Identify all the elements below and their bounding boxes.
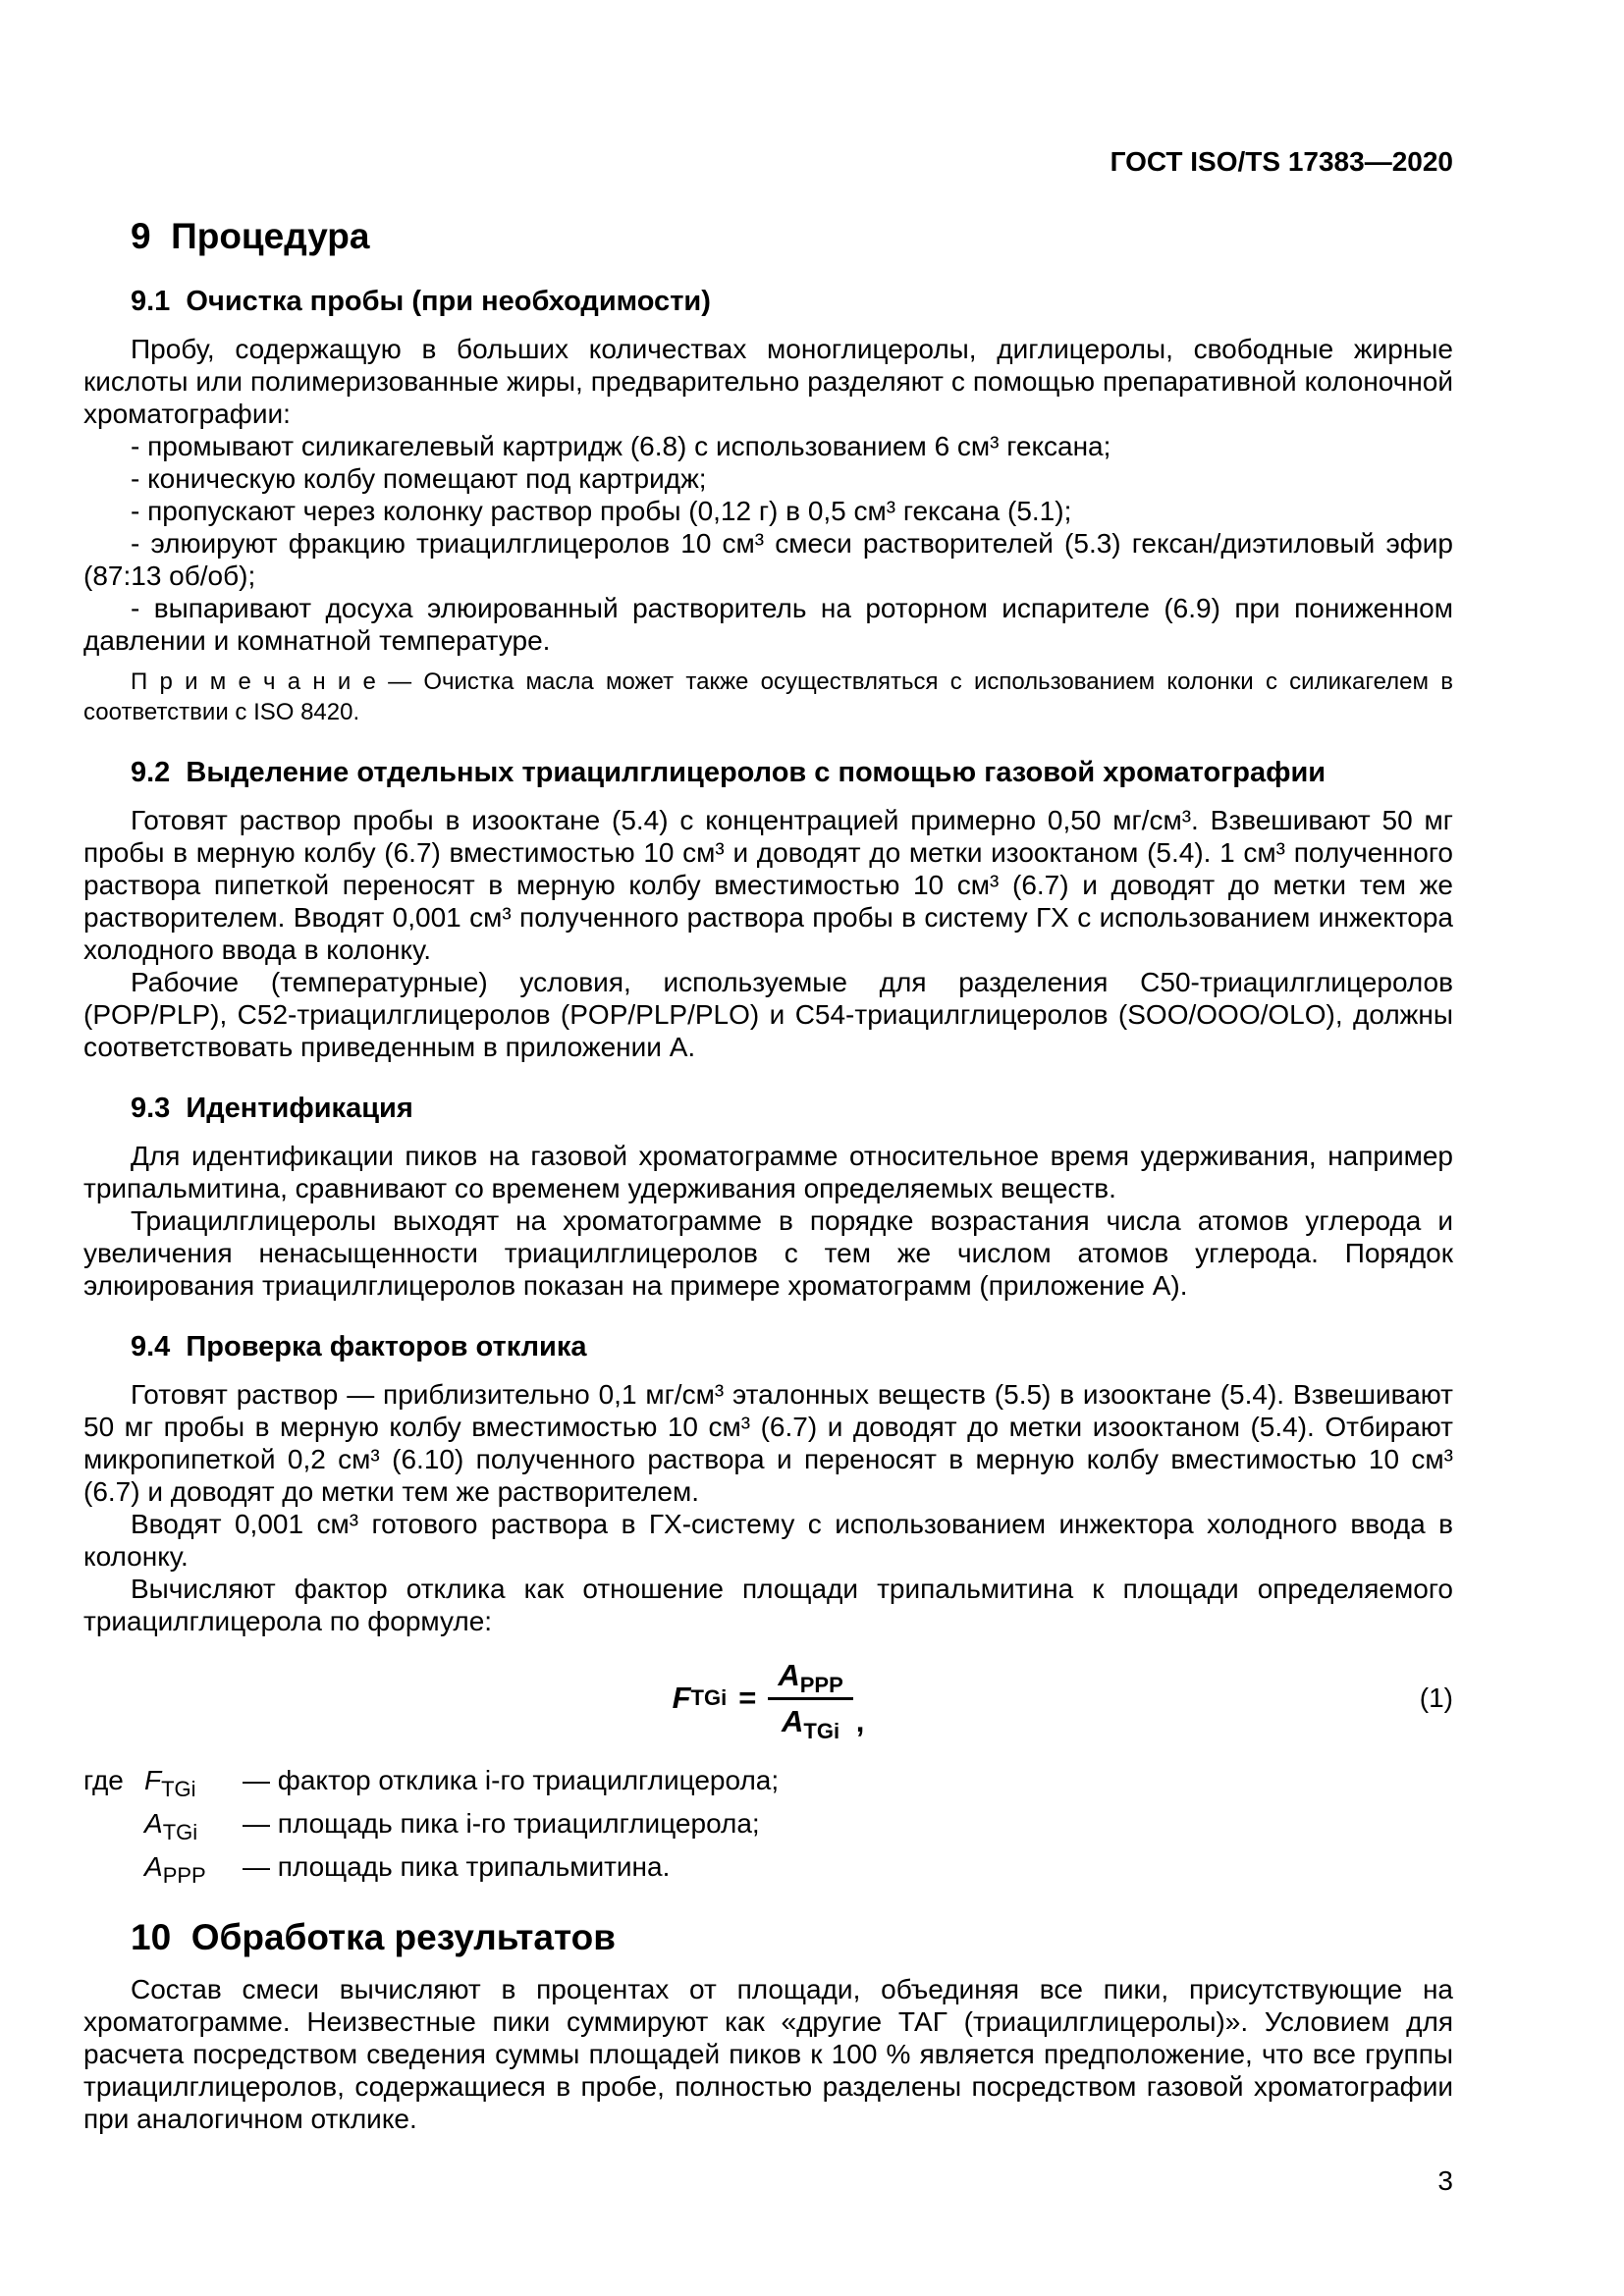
formula-number: (1)	[1419, 1682, 1453, 1713]
section-9-1-paragraph: Пробу, содержащую в больших количествах моноглицеролы, диглицеролы, свободные жирные кислоты или полимеризованные жиры, предварительно разделяют с помощью препаративной колоночной хроматографии:	[83, 334, 1453, 429]
document-header: ГОСТ ISO/TS 17383—2020	[1110, 146, 1453, 177]
legend-prefix: где	[83, 1765, 124, 1795]
formula-comma: ,	[855, 1703, 865, 1738]
section-9-3-paragraph-1: Для идентификации пиков на газовой хроматограмме относительное время удерживания, например трипальмитина, сравнивают со временем удерживания определяемых веществ.	[83, 1141, 1453, 1203]
fraction-denominator	[782, 1700, 840, 1743]
equals-sign: =	[738, 1681, 757, 1715]
section-9-title: 9 Процедура	[131, 216, 370, 256]
fraction-numerator	[768, 1658, 852, 1700]
legend-term	[144, 1845, 243, 1889]
section-9-2-paragraph-2: Рабочие (температурные) условия, используемые для разделения С50-триацилглицеролов (POP/PLP), С52-триацилглицеролов (POP/PLP/PLO) и С54-триацилглицеролов (SOO/OOO/OLO), должны соответствовать приведенным в приложении А.	[83, 967, 1453, 1062]
legend-term-sub: TGi	[161, 1777, 196, 1801]
legend-prefix	[83, 1845, 144, 1889]
denominator-sub: TGi	[803, 1718, 840, 1743]
section-9-1-title: 9.1 Очистка пробы (при необходимости)	[131, 286, 711, 317]
section-9-4-paragraph-3: Вычисляют фактор отклика как отношение площади трипальмитина к площади определяемого триацилглицерола по формуле:	[83, 1574, 1453, 1636]
denominator-base: A	[782, 1703, 804, 1738]
section-9-2-title: 9.2 Выделение отдельных триацилглицеролов с помощью газовой хроматографии	[131, 757, 1326, 788]
numerator-sub: PPP	[799, 1672, 843, 1697]
legend-term-base: A	[144, 1808, 163, 1839]
formula: F TGi = $\frac{A_{PPP}}{A_{TGi}}$ ,	[672, 1657, 865, 1743]
legend-description: — фактор отклика i-го триацилглицерола;	[243, 1765, 780, 1795]
formula-legend	[83, 1759, 1453, 1889]
bullet-item: - коническую колбу помещают под картридж;	[131, 463, 707, 494]
section-9-4-paragraph-2: Вводят 0,001 см³ готового раствора в ГХ-систему с использованием инжектора холодного ввода в колонку.	[83, 1509, 1453, 1572]
section-9-3-paragraph-2: Триацилглицеролы выходят на хроматограмме в порядке возрастания числа атомов углерода и увеличения ненасыщенности триацилглицеролов с тем же числом атомов углерода. Порядок элюирования триацилглицеролов показан на примере хроматограмм (приложение А).	[83, 1205, 1453, 1301]
formula-lhs-base: F	[672, 1681, 691, 1715]
legend-description: — площадь пика i-го триацилглицерола;	[243, 1808, 760, 1839]
note-text: П р и м е ч а н и е — Очистка масла может также осуществляться с использованием колонки с силикагелем в соответствии с ISO 8420.	[83, 668, 1453, 725]
section-9-2-paragraph-1: Готовят раствор пробы в изооктане (5.4) с концентрацией примерно 0,50 мг/см³. Взвешивают 50 мг пробы в мерную колбу (6.7) вместимостью 10 см³ и доводят до метки изооктаном (5.4). 1 см³ полученного раствора пипеткой переносят в мерную колбу вместимостью 10 см³ (6.7) и доводят до метки тем же растворителем. Вводят 0,001 см³ полученного раствора пробы в систему ГХ с использованием инжектора холодного ввода в колонку.	[83, 805, 1453, 965]
legend-term-base: A	[144, 1851, 163, 1882]
numerator-base: A	[778, 1657, 800, 1692]
formula-block	[83, 1649, 1453, 1747]
bullet-item: - пропускают через колонку раствор пробы (0,12 г) в 0,5 см³ гексана (5.1);	[131, 496, 1072, 526]
section-9-4-paragraph-1: Готовят раствор — приблизительно 0,1 мг/см³ эталонных веществ (5.5) в изооктане (5.4). Взвешивают 50 мг пробы в мерную колбу вместимостью 10 см³ (6.7) и доводят до метки изооктаном (5.4). Отбирают микропипеткой 0,2 см³ (6.10) полученного раствора и переносят в мерную колбу вместимостью 10 см³ (6.7) и доводят до метки тем же растворителем.	[83, 1379, 1453, 1507]
legend-term-sub: PPP	[162, 1863, 206, 1888]
legend-term-base: F	[144, 1765, 162, 1795]
legend-prefix	[83, 1802, 144, 1845]
bullet-item: - выпаривают досуха элюированный растворитель на роторном испарителе (6.9) при пониженном давлении и комнатной температуре.	[83, 593, 1453, 656]
legend-term	[144, 1759, 243, 1802]
legend-description: — площадь пика трипальмитина.	[243, 1851, 671, 1882]
page-number: 3	[1437, 2165, 1453, 2196]
legend-term-sub: TGi	[162, 1820, 198, 1844]
legend-row	[83, 1802, 1453, 1845]
bullet-item: - промывают силикагелевый картридж (6.8) с использованием 6 см³ гексана;	[131, 431, 1111, 461]
section-9-3-title: 9.3 Идентификация	[131, 1093, 413, 1124]
legend-row	[83, 1845, 1453, 1889]
legend-row	[83, 1759, 1453, 1802]
bullet-item: - элюируют фракцию триацилглицеролов 10 см³ смеси растворителей (5.3) гексан/диэтиловый эфир (87:13 об/об);	[83, 528, 1453, 591]
legend-term	[144, 1802, 243, 1845]
fraction	[768, 1657, 852, 1743]
section-9-4-title: 9.4 Проверка факторов отклика	[131, 1331, 587, 1362]
section-10-paragraph: Состав смеси вычисляют в процентах от площади, объединяя все пики, присутствующие на хроматограмме. Неизвестные пики суммируют как «другие ТАГ (триацилглицеролы)». Условием для расчета посредством сведения суммы площадей пиков к 100 % является предположение, что все группы триацилглицеролов, содержащиеся в пробе, полностью разделены посредством газовой хроматографии при аналогичном отклике.	[83, 1974, 1453, 2134]
section-10-title: 10 Обработка результатов	[131, 1917, 616, 1957]
page-content	[83, 145, 1453, 2197]
